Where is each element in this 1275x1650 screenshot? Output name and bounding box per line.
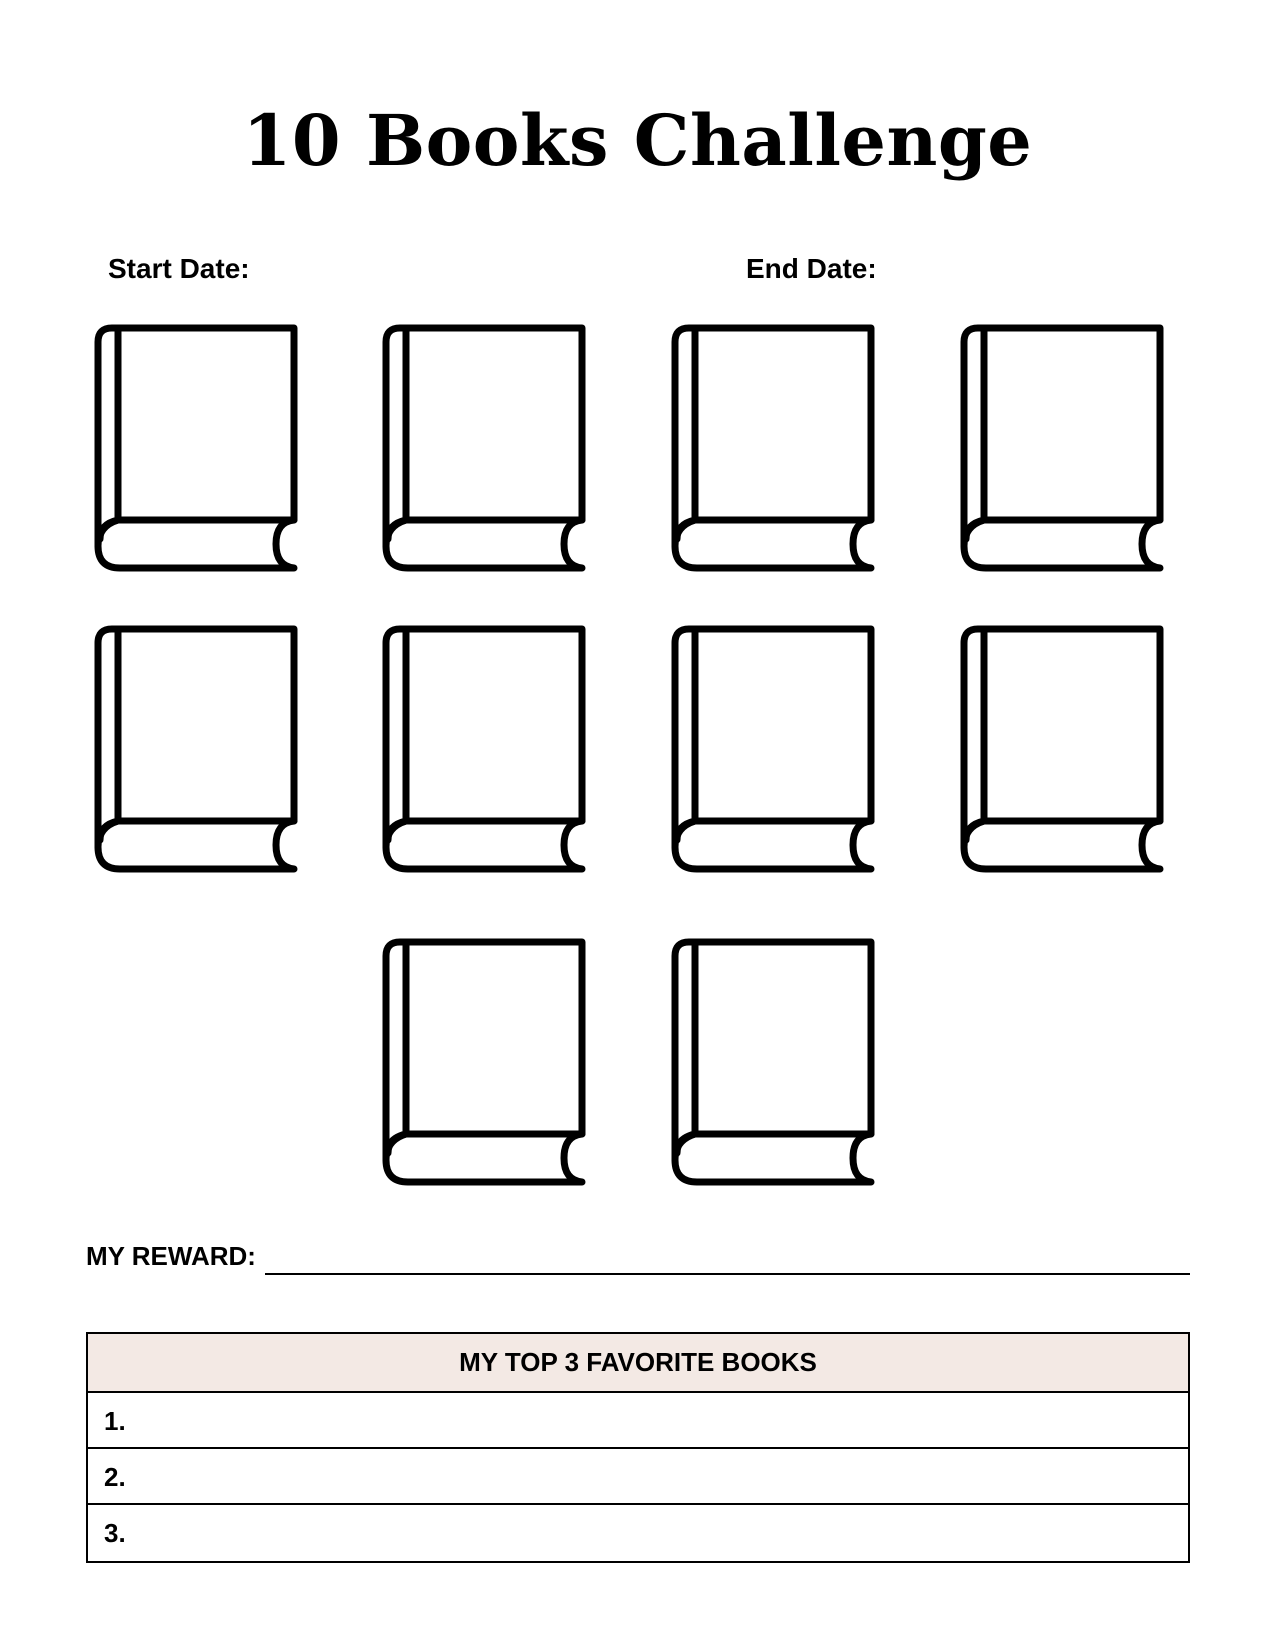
favorite-book-row[interactable]: 1. [88, 1393, 1188, 1449]
book-icon [671, 938, 877, 1186]
book-icon [671, 625, 877, 873]
book-icon [382, 938, 588, 1186]
reward-label: MY REWARD: [86, 1241, 256, 1271]
book-icon [382, 324, 588, 572]
book-icon [960, 625, 1166, 873]
favorite-book-row[interactable]: 2. [88, 1449, 1188, 1505]
favorite-book-row[interactable]: 3. [104, 1518, 126, 1548]
book-icon [94, 324, 300, 572]
end-date-label: End Date: [746, 253, 877, 284]
book-icon [960, 324, 1166, 572]
book-icon [382, 625, 588, 873]
favorite-books-table [86, 1332, 1190, 1563]
start-date-label: Start Date: [108, 253, 250, 284]
book-icon [671, 324, 877, 572]
book-icon [94, 625, 300, 873]
favorite-books-header: MY TOP 3 FAVORITE BOOKS [88, 1334, 1188, 1393]
page-title: 10 Books Challenge [242, 99, 1033, 182]
reward-input-line[interactable] [265, 1273, 1190, 1275]
